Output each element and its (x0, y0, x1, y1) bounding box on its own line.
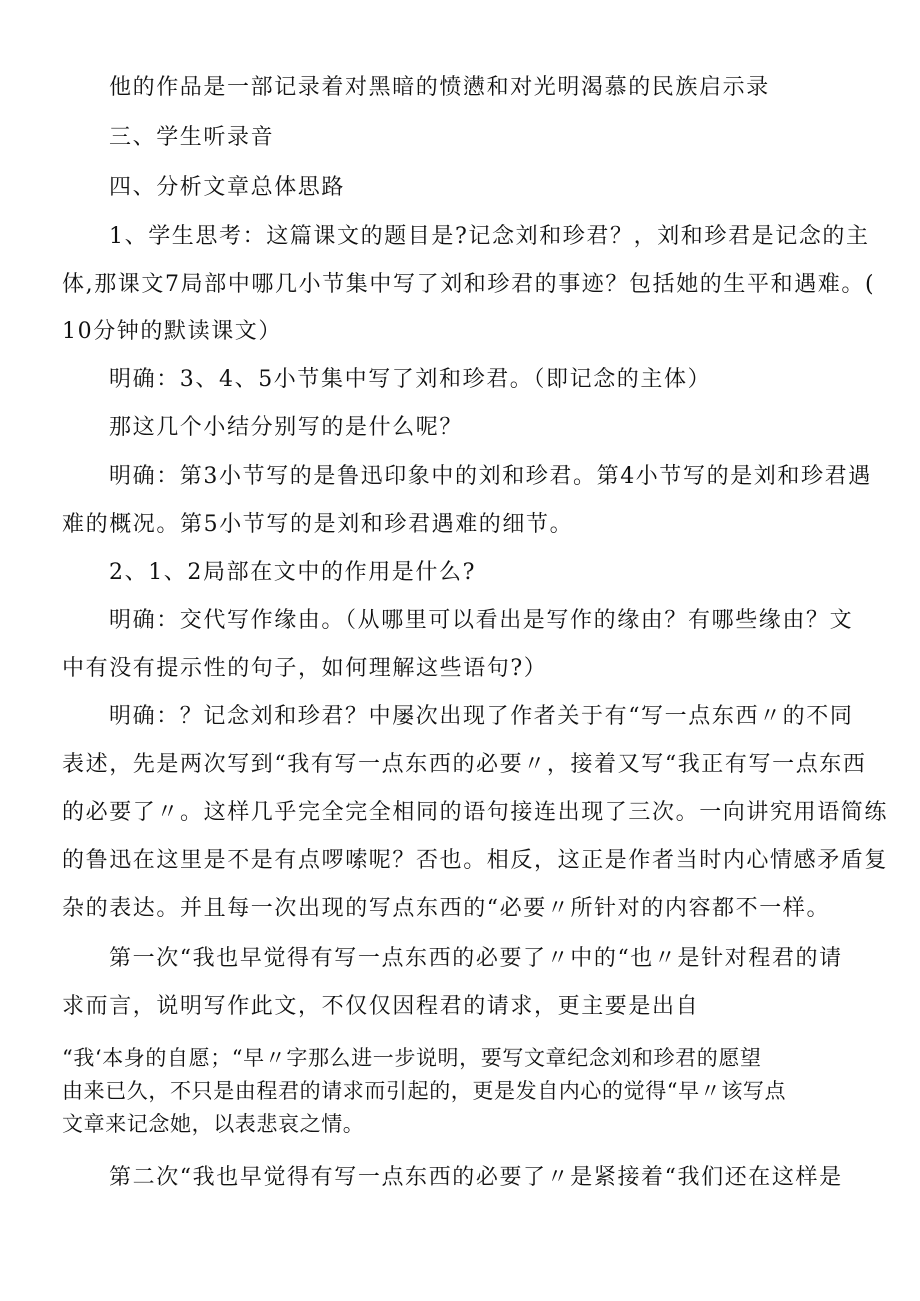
text-line: 的鲁迅在这里是不是有点啰嗦呢？否也。相反，这正是作者当时内心情感矛盾复 (62, 848, 889, 873)
text-line: 他的作品是一部记录着对黑暗的愤懑和对光明渴慕的民族启示录 (109, 75, 770, 100)
text-line: 那这几个小结分别写的是什么呢？ (109, 415, 464, 440)
text-line: 求而言，说明写作此文，不仅仅因程君的请求，更主要是出自 (62, 994, 700, 1019)
text-line: 杂的表达。并且每一次出现的写点东西的“必要〃所针对的内容都不一样。 (62, 896, 831, 921)
text-line: 明确：？记念刘和珍君？中屡次出现了作者关于有“写一点东西〃的不同 (109, 704, 854, 729)
text-line: 中有没有提示性的句子，如何理解这些语句?） (62, 656, 548, 681)
text-line: 表述，先是两次写到“我有写一点东西的必要〃，接着又写“我正有写一点东西 (62, 752, 867, 777)
text-line: 明确：第3小节写的是鲁迅印象中的刘和珍君。第4小节写的是刘和珍君遇 (109, 464, 872, 489)
section-heading: 三、学生听录音 (109, 125, 275, 150)
text-line: 1、学生思考：这篇课文的题目是?记念刘和珍君？，刘和珍君是记念的主 (109, 224, 870, 249)
text-line: 第一次“我也早觉得有写一点东西的必要了〃中的“也〃是针对程君的请 (109, 946, 843, 971)
text-line: 文章来记念她，以表悲哀之情。 (62, 1112, 365, 1136)
section-heading: 四、分析文章总体思路 (109, 175, 346, 200)
text-line: 由来已久，不只是由程君的请求而引起的，更是发自内心的觉得“早〃该写点 (62, 1079, 787, 1103)
text-line: 难的概况。第5小节写的是刘和珍君遇难的细节。 (62, 512, 574, 537)
text-line: 明确：3、4、5小节集中写了刘和珍君。（即记念的主体） (109, 367, 712, 392)
text-line: 体,那课文7局部中哪几小节集中写了刘和珍君的事迹？包括她的生平和遇难。( (62, 272, 876, 297)
text-line: 的必要了〃。这样几乎完全完全相同的语句接连出现了三次。一向讲究用语简练 (62, 800, 889, 825)
text-line: 明确：交代写作缘由。（从哪里可以看出是写作的缘由？有哪些缘由？文 (109, 608, 854, 633)
text-line: 第二次“我也早觉得有写一点东西的必要了〃是紧接着“我们还在这样是 (109, 1165, 843, 1190)
text-line: 10分钟的默读课文） (62, 319, 282, 344)
text-line: 2、1、2局部在文中的作用是什么? (109, 560, 476, 585)
text-line: “我‘本身的自愿；“早〃字那么进一步说明，要写文章纪念刘和珍君的愿望 (62, 1046, 762, 1070)
